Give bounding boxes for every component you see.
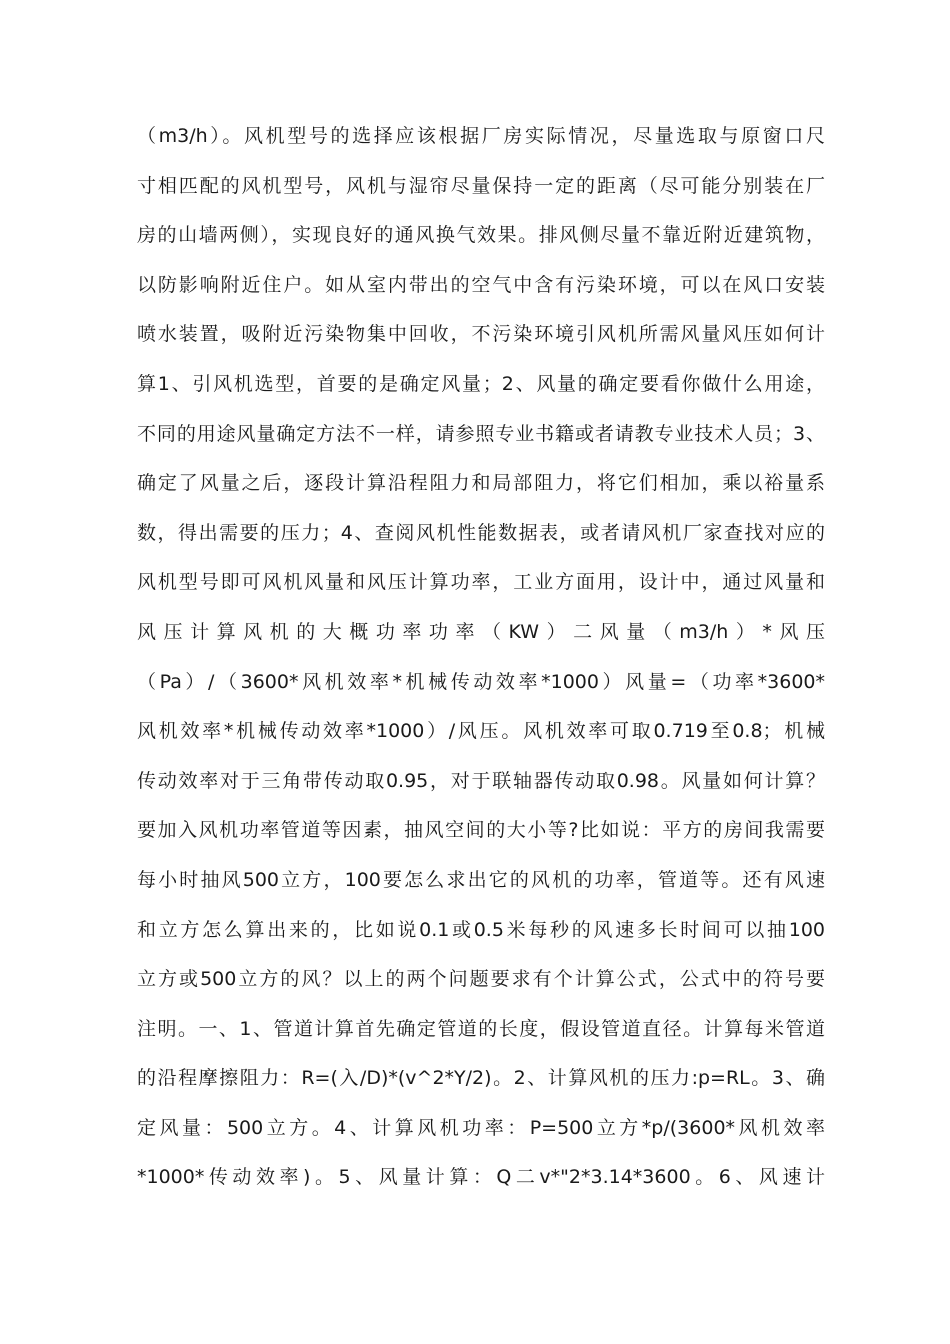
text-line: 的沿程摩擦阻力：R=(入/D)*(v^2*Y/2)。2、计算风机的压力:p=RL。3、确 (137, 1067, 825, 1090)
text-line: 传动效率对于三角带传动取0.95，对于联轴器传动取0.98。风量如何计算？ (137, 769, 825, 792)
text-line: （Pa）/（3600*风机效率*机械传动效率*1000）风量=（功率*3600* (137, 670, 825, 693)
text-line: *1000*传动效率)。5、风量计算：Q二v*"2*3.14*3600。6、风速计 (137, 1166, 825, 1189)
text-line: 和立方怎么算出来的，比如说0.1或0.5米每秒的风速多长时间可以抽100 (137, 918, 825, 941)
text-line: （m3/h）。风机型号的选择应该根据厂房实际情况，尽量选取与原窗口尺 (137, 125, 825, 147)
text-line: 房的山墙两侧），实现良好的通风换气效果。排风侧尽量不靠近附近建筑物， (137, 224, 825, 247)
text-line: 算1、引风机选型，首要的是确定风量；2、风量的确定要看你做什么用途， (137, 372, 825, 395)
text-line: 确定了风量之后，逐段计算沿程阻力和局部阻力，将它们相加，乘以裕量系 (137, 472, 825, 495)
text-line: 不同的用途风量确定方法不一样，请参照专业书籍或者请教专业技术人员；3、 (137, 422, 825, 445)
text-line: 风机型号即可风机风量和风压计算功率，工业方面用，设计中，通过风量和 (137, 571, 825, 594)
text-line: 喷水装置，吸附近污染物集中回收，不污染环境引风机所需风量风压如何计 (137, 323, 825, 346)
text-line: 以防影响附近住户。如从室内带出的空气中含有污染环境，可以在风口安装 (137, 273, 825, 296)
text-line: 数，得出需要的压力；4、查阅风机性能数据表，或者请风机厂家查找对应的 (137, 521, 825, 544)
text-line: 要加入风机功率管道等因素，抽风空间的大小等?比如说：平方的房间我需要 (137, 819, 825, 842)
text-line: 注明。一、1、管道计算首先确定管道的长度，假设管道直径。计算每米管道 (137, 1017, 825, 1040)
text-line: 风压计算风机的大概功率功率（KW）二风量（m3/h）*风压 (137, 620, 825, 643)
text-line: 每小时抽风500立方，100要怎么求出它的风机的功率，管道等。还有风速 (137, 868, 825, 891)
text-line: 立方或500立方的风？以上的两个问题要求有个计算公式，公式中的符号要 (137, 968, 825, 991)
text-line: 风机效率*机械传动效率*1000）/风压。风机效率可取0.719至0.8；机械 (137, 720, 825, 743)
text-line: 定风量：500立方。4、计算风机功率：P=500立方*p/(3600*风机效率 (137, 1116, 825, 1139)
text-line: 寸相匹配的风机型号，风机与湿帘尽量保持一定的距离（尽可能分别装在厂 (137, 174, 825, 197)
body-text (137, 112, 825, 1203)
